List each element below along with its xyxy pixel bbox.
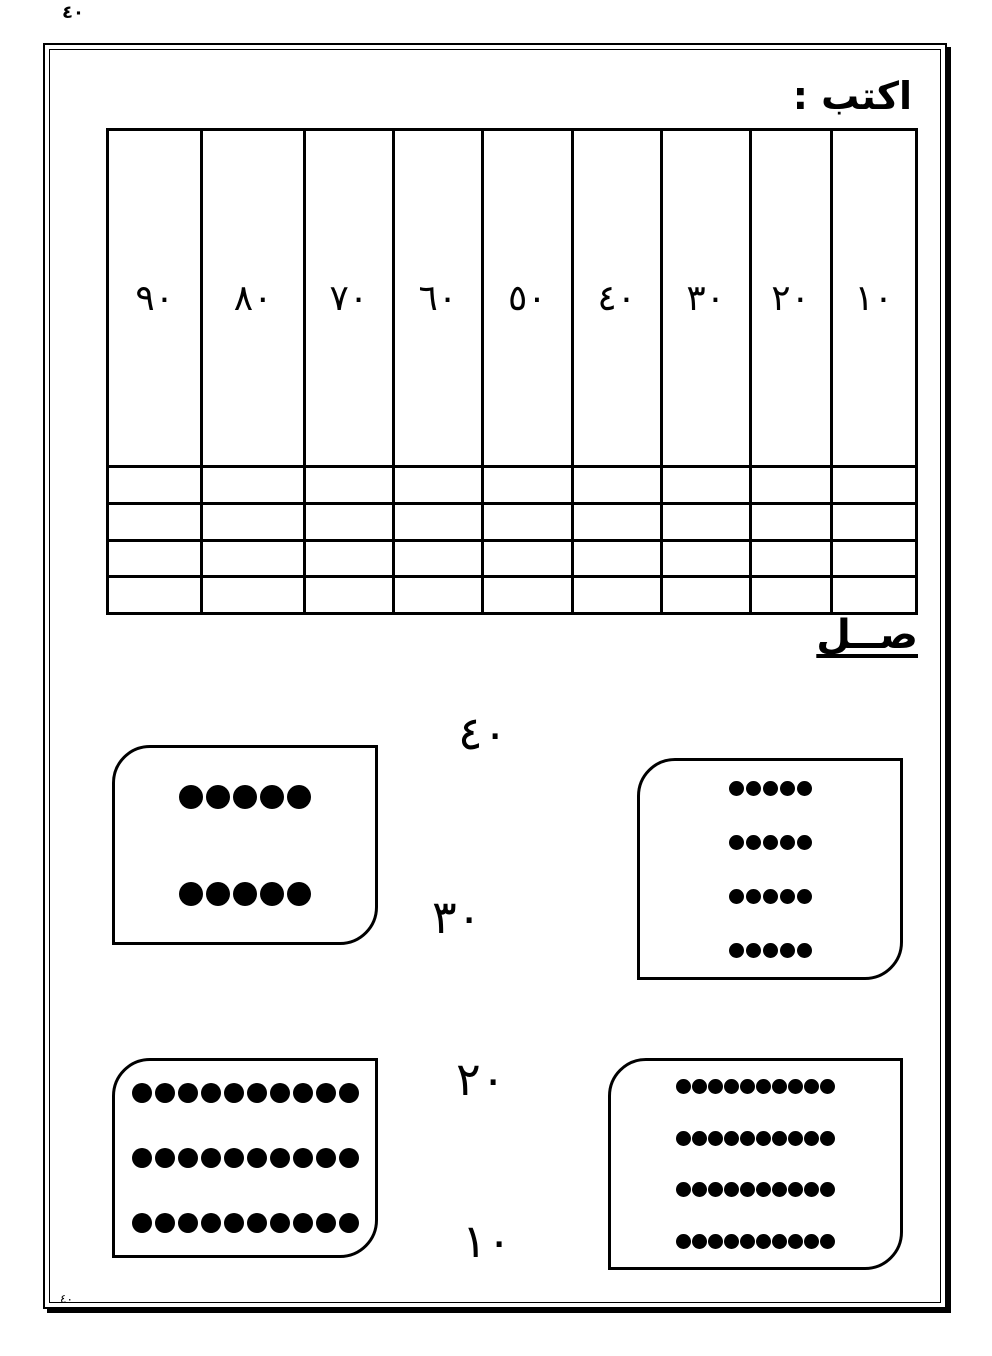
dot	[155, 1148, 175, 1168]
dot	[788, 1182, 803, 1197]
dot	[724, 1131, 739, 1146]
grid-cell[interactable]	[482, 577, 572, 614]
grid-cell[interactable]	[482, 503, 572, 540]
grid-cell[interactable]	[750, 467, 831, 504]
dot-row	[729, 889, 812, 904]
dot	[339, 1213, 359, 1233]
dot-row	[179, 882, 311, 906]
dot	[206, 785, 230, 809]
dot	[804, 1131, 819, 1146]
dot-row	[132, 1083, 359, 1103]
dot-row	[729, 781, 812, 796]
dot	[247, 1083, 267, 1103]
dot	[247, 1148, 267, 1168]
dot	[676, 1079, 691, 1094]
dot	[708, 1234, 723, 1249]
dot	[724, 1079, 739, 1094]
grid-header-cell: ٦٠	[393, 130, 482, 467]
grid-cell[interactable]	[661, 503, 750, 540]
dot	[179, 785, 203, 809]
dot	[746, 943, 761, 958]
dot	[756, 1182, 771, 1197]
grid-cell[interactable]	[304, 577, 393, 614]
grid-cell[interactable]	[831, 467, 916, 504]
dot	[316, 1083, 336, 1103]
dot	[724, 1182, 739, 1197]
dot	[260, 882, 284, 906]
grid-header-cell: ٢٠	[750, 130, 831, 467]
grid-cell[interactable]	[108, 540, 202, 577]
dot	[233, 785, 257, 809]
dot	[797, 835, 812, 850]
dot	[201, 1213, 221, 1233]
grid-header-cell: ٣٠	[661, 130, 750, 467]
dot-row	[676, 1234, 835, 1249]
grid-cell[interactable]	[831, 503, 916, 540]
dot	[339, 1148, 359, 1168]
dot	[756, 1234, 771, 1249]
grid-cell[interactable]	[202, 503, 304, 540]
page-number-bottom: ٤٠	[60, 1292, 73, 1306]
dot	[746, 889, 761, 904]
dot	[763, 835, 778, 850]
grid-cell[interactable]	[750, 503, 831, 540]
dot	[820, 1079, 835, 1094]
dot-card-top-right[interactable]	[637, 758, 903, 980]
grid-cell[interactable]	[572, 577, 661, 614]
dot	[756, 1079, 771, 1094]
dot	[247, 1213, 267, 1233]
grid-cell[interactable]	[108, 467, 202, 504]
dot	[692, 1079, 707, 1094]
grid-cell[interactable]	[393, 503, 482, 540]
dot	[772, 1182, 787, 1197]
dot	[780, 943, 795, 958]
dot	[740, 1234, 755, 1249]
grid-header-cell: ٩٠	[108, 130, 202, 467]
dot	[804, 1182, 819, 1197]
dot	[287, 882, 311, 906]
write-heading: اكتب :	[792, 74, 912, 118]
dot	[293, 1213, 313, 1233]
dot	[729, 781, 744, 796]
grid-header-cell: ٨٠	[202, 130, 304, 467]
dot	[772, 1234, 787, 1249]
dot	[692, 1131, 707, 1146]
dot	[740, 1131, 755, 1146]
dot	[729, 835, 744, 850]
grid-cell[interactable]	[304, 503, 393, 540]
dot	[780, 835, 795, 850]
dot	[233, 882, 257, 906]
dot	[178, 1148, 198, 1168]
dot	[260, 785, 284, 809]
dot-row	[729, 835, 812, 850]
grid-row	[108, 503, 917, 540]
grid-cell[interactable]	[661, 467, 750, 504]
connect-number-10[interactable]: ١٠	[462, 1214, 512, 1268]
grid-cell[interactable]	[750, 540, 831, 577]
grid-cell[interactable]	[202, 540, 304, 577]
grid-cell[interactable]	[572, 540, 661, 577]
grid-cell[interactable]	[108, 577, 202, 614]
dot	[740, 1079, 755, 1094]
page-number-top: ٤٠	[62, 2, 84, 23]
dot	[206, 882, 230, 906]
connect-number-30[interactable]: ٣٠	[432, 890, 482, 944]
dot	[804, 1079, 819, 1094]
connect-number-20[interactable]: ٢٠	[456, 1052, 506, 1106]
dot	[772, 1079, 787, 1094]
dot-row	[729, 943, 812, 958]
dot	[316, 1148, 336, 1168]
grid-cell[interactable]	[831, 540, 916, 577]
dot	[763, 943, 778, 958]
dot	[740, 1182, 755, 1197]
grid-row	[108, 577, 917, 614]
dot	[780, 889, 795, 904]
dot	[179, 882, 203, 906]
dot	[676, 1131, 691, 1146]
dot	[178, 1083, 198, 1103]
grid-cell[interactable]	[831, 577, 916, 614]
dot	[797, 889, 812, 904]
dot-row	[132, 1213, 359, 1233]
dot	[763, 781, 778, 796]
connect-heading: صــل	[816, 612, 918, 658]
dot	[708, 1182, 723, 1197]
dot	[708, 1079, 723, 1094]
dot	[293, 1148, 313, 1168]
grid-cell[interactable]	[393, 467, 482, 504]
dot	[708, 1131, 723, 1146]
dot-card-top-left[interactable]	[112, 745, 378, 945]
dot	[132, 1148, 152, 1168]
dot-row	[676, 1131, 835, 1146]
dot	[772, 1131, 787, 1146]
dot	[270, 1213, 290, 1233]
dot	[746, 781, 761, 796]
dot	[224, 1148, 244, 1168]
dot	[676, 1234, 691, 1249]
dot	[788, 1079, 803, 1094]
grid-cell[interactable]	[304, 540, 393, 577]
grid-cell[interactable]	[572, 467, 661, 504]
dot	[820, 1131, 835, 1146]
dot	[692, 1182, 707, 1197]
dot	[797, 781, 812, 796]
dot	[316, 1213, 336, 1233]
dot-card-bottom-right[interactable]	[608, 1058, 903, 1270]
dot	[804, 1234, 819, 1249]
grid-cell[interactable]	[482, 467, 572, 504]
grid-cell[interactable]	[482, 540, 572, 577]
dot	[201, 1083, 221, 1103]
dot	[797, 943, 812, 958]
dot	[132, 1083, 152, 1103]
dot	[729, 943, 744, 958]
dot-row	[132, 1148, 359, 1168]
grid-cell[interactable]	[661, 577, 750, 614]
dot	[746, 835, 761, 850]
grid-header-cell: ٤٠	[572, 130, 661, 467]
dot	[155, 1213, 175, 1233]
grid-cell[interactable]	[750, 577, 831, 614]
dot	[132, 1213, 152, 1233]
dot	[724, 1234, 739, 1249]
dot	[820, 1234, 835, 1249]
dot	[692, 1234, 707, 1249]
dot-row	[179, 785, 311, 809]
dot	[676, 1182, 691, 1197]
grid-cell[interactable]	[108, 503, 202, 540]
dot	[756, 1131, 771, 1146]
grid-cell[interactable]	[393, 540, 482, 577]
dot	[788, 1234, 803, 1249]
dot	[820, 1182, 835, 1197]
dot	[270, 1083, 290, 1103]
dot	[729, 889, 744, 904]
dot	[201, 1148, 221, 1168]
dot	[224, 1083, 244, 1103]
grid-cell[interactable]	[572, 503, 661, 540]
grid-header-row	[108, 130, 917, 467]
grid-cell[interactable]	[304, 467, 393, 504]
dot	[155, 1083, 175, 1103]
dot-card-bottom-left[interactable]	[112, 1058, 378, 1258]
dot	[287, 785, 311, 809]
grid-row	[108, 467, 917, 504]
grid-header-cell: ١٠	[831, 130, 916, 467]
dot	[788, 1131, 803, 1146]
dot	[780, 781, 795, 796]
dot	[339, 1083, 359, 1103]
write-grid	[106, 128, 918, 615]
grid-cell[interactable]	[661, 540, 750, 577]
grid-row	[108, 540, 917, 577]
dot	[270, 1148, 290, 1168]
dot	[763, 889, 778, 904]
grid-header-cell: ٥٠	[482, 130, 572, 467]
grid-cell[interactable]	[202, 467, 304, 504]
dot	[224, 1213, 244, 1233]
dot-row	[676, 1182, 835, 1197]
grid-header-cell: ٧٠	[304, 130, 393, 467]
grid-cell[interactable]	[202, 577, 304, 614]
grid-cell[interactable]	[393, 577, 482, 614]
connect-number-40[interactable]: ٤٠	[458, 706, 508, 760]
dot	[178, 1213, 198, 1233]
dot-row	[676, 1079, 835, 1094]
dot	[293, 1083, 313, 1103]
